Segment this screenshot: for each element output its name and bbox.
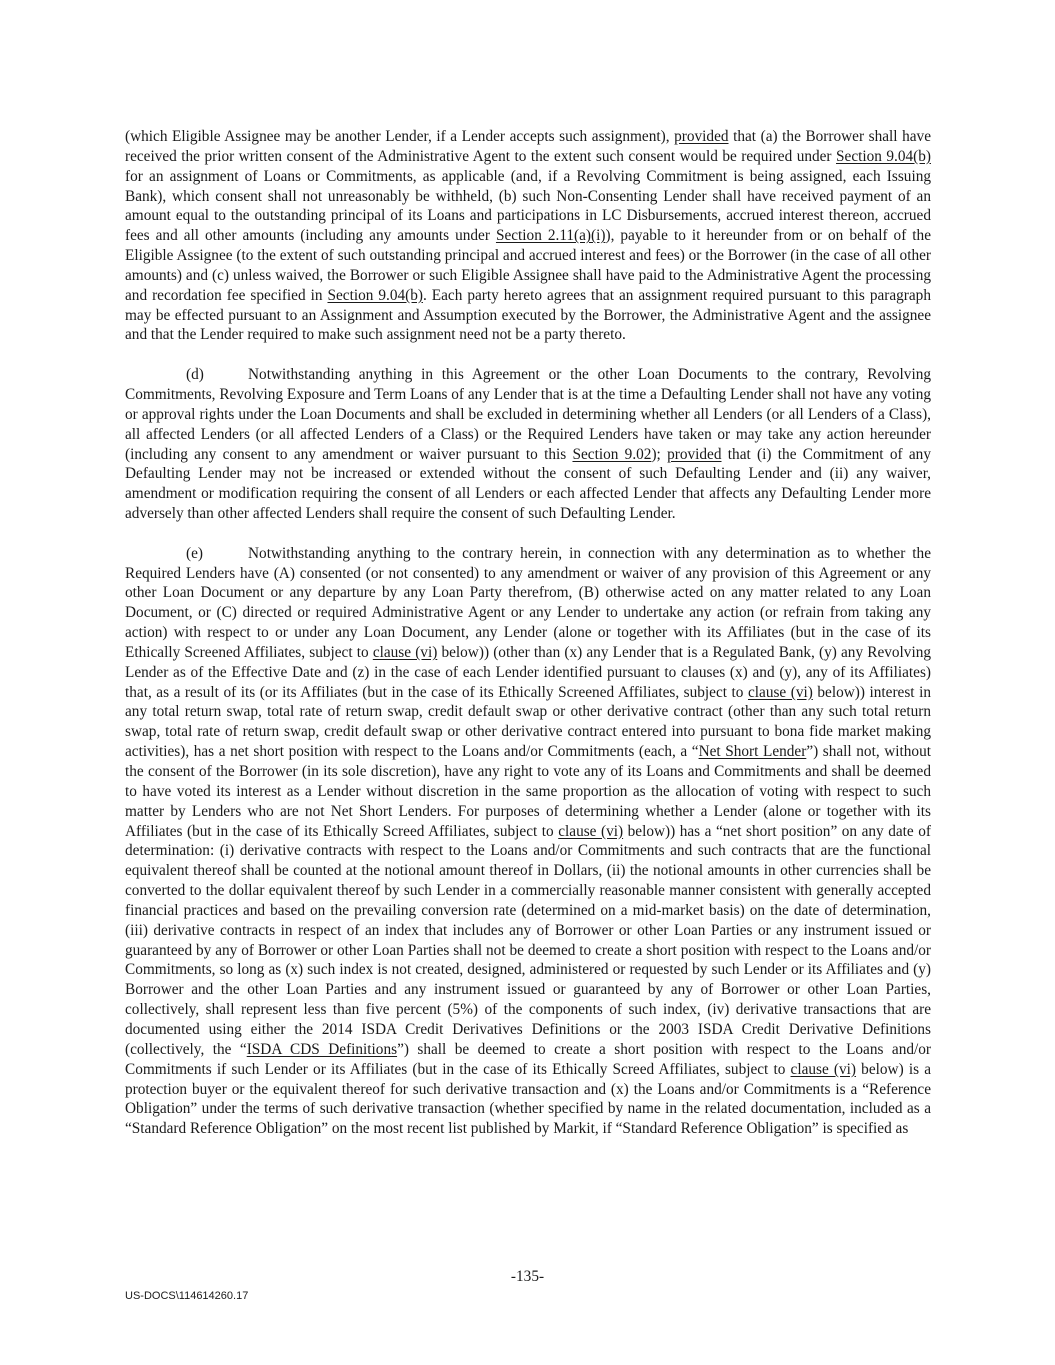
page-number: -135-	[510, 1268, 545, 1285]
paragraph-c-continuation: (which Eligible Assignee may be another Lender, if a Lender accepts such assignment), provided that (a) the Borrower shall have received the prior written consent of the Administrative Agent to the extent such consent would be required under Section 9.04(b) for an assignment of Loans or Commitments, as applicable (and, if a Revolving Commitment is being assigned, each Issuing Bank), which consent shall not unreasonably be withheld, (b) such Non-Consenting Lender shall have received payment of an amount equal to the outstanding principal of its Loans and participations in LC Disbursements, accrued interest thereon, accrued fees and all other amounts (including any amounts under Section 2.11(a)(i)), payable to it hereunder from or on behalf of the Eligible Assignee (to the extent of such outstanding principal and accrued interest and fees) or the Borrower (in the case of all other amounts) and (c) unless waived, the Borrower or such Eligible Assignee shall have paid to the Administrative Agent the processing and recordation fee specified in Section 9.04(b). Each party hereto agrees that an assignment required pursuant to this paragraph may be effected pursuant to an Assignment and Assumption executed by the Borrower, the Administrative Agent and the assignee and that the Lender required to make such assignment need not be a party thereto.	[125, 128, 931, 344]
provided-term: provided	[674, 128, 729, 145]
section-reference: Section 9.04(b)	[836, 147, 931, 165]
clause-reference: clause (vi)	[372, 643, 438, 661]
page-body	[125, 127, 931, 1139]
clause-reference: clause (vi)	[558, 822, 624, 840]
paragraph-e: (e) Notwithstanding anything to the contrary herein, in connection with any determination as to whether the Required Lenders have (A) consented (or not consented) to any amendment or waiver of any provision of this Agreement or any other Loan Document or any departure by any Loan Party therefrom, (B) otherwise acted on any matter related to any Loan Document, or (C) directed or required Administrative Agent or any Lender to undertake any action (or refrain from taking any action) with respect to or under any Loan Document, any Lender (alone or together with its Affiliates (but in the case of its Ethically Screened Affiliates, subject to clause (vi) below)) (other than (x) any Lender that is a Regulated Bank, (y) any Revolving Lender as of the Effective Date and (z) in the case of each Lender identified pursuant to clauses (x) and (y), any of its Affiliates) that, as a result of its (or its Affiliates (but in the case of its Ethically Screened Affiliates, subject to clause (vi) below)) interest in any total return swap, total rate of return swap, credit default swap or other derivative contract (other than any such total return swap, total rate of return swap, credit default swap or other derivative contract entered into pursuant to bona fide market making activities), has a net short position with respect to the Loans and/or Commitments (each, a “Net Short Lender”) shall not, without the consent of the Borrower (in its sole discretion), have any right to vote any of its Loans and Commitments and shall be deemed to have voted its interest as a Lender without discretion in the same proportion as the allocation of voting with respect to such matter by Lenders who are not Net Short Lenders. For purposes of determining whether a Lender (alone or together with its Affiliates (but in the case of its Ethically Screed Affiliates, subject to clause (vi) below)) has a “net short position” on any date of determination: (i) derivative contracts with respect to the Loans and/or Commitments and such contracts that are the functional equivalent thereof shall be counted at the notional amount thereof in Dollars, (ii) the notional amounts in other currencies shall be converted to the dollar equivalent thereof by such Lender in a commercially reasonable manner consistent with generally accepted financial practices and based on the prevailing conversion rate (determined on a mid-market basis) on the date of determination, (iii) derivative contracts in respect of an index that includes any of Borrower or other Loan Parties or any instrument issued or guaranteed by any of Borrower or other Loan Parties shall not be deemed to create a short position with respect to the Loans and/or Commitments, so long as (x) such index is not created, designed, administered or requested by such Lender or its Affiliates and (y) Borrower and the other Loan Parties and any instrument issued or guaranteed by any of Borrower or other Loan Parties, collectively, shall represent less than five percent (5%) of the components of such index, (iv) derivative transactions that are documented using either the 2014 ISDA Credit Derivatives Definitions or the 2003 ISDA Credit Derivative Definitions (collectively, the “ISDA CDS Definitions”) shall be deemed to create a short position with respect to the Loans and/or Commitments if such Lender or its Affiliates (but in the case of its Ethically Screed Affiliates, subject to clause (vi) below) is a protection buyer or the equivalent thereof for such derivative transaction and (x) the Loans and/or Commitments is a “Reference Obligation” under the terms of such derivative transaction (whether specified by name in the related documentation, included as a “Standard Reference Obligation” on the most recent list published by Markit, if “Standard Reference Obligation” is specified as	[125, 544, 931, 1138]
section-reference: Section 2.11(a)(i)	[495, 227, 606, 245]
paragraph-d: (d) Notwithstanding anything in this Agreement or the other Loan Documents to the contrary, Revolving Commitments, Revolving Exposure and Term Loans of any Lender that is at the time a Defaulting Lender shall not have any voting or approval rights under the Loan Documents and shall be excluded in determining whether all Lenders (or all Lenders of a Class), all affected Lenders (or all affected Lenders of a Class) or the Required Lenders have taken or may take any action hereunder (including any consent to any amendment or waiver pursuant to this Section 9.02); provided that (i) the Commitment of any Defaulting Lender may not be increased or extended without the consent of such Defaulting Lender and (ii) any waiver, amendment or modification requiring the consent of all Lenders or each affected Lender that affects any Defaulting Lender more adversely than other affected Lenders shall require the consent of such Defaulting Lender.	[125, 366, 931, 523]
clause-reference: clause (vi)	[790, 1060, 857, 1078]
defined-term: Net Short Lender	[698, 743, 807, 761]
paragraph-label: (d)	[186, 366, 204, 384]
section-reference: Section 9.02	[572, 445, 652, 463]
defined-term: ISDA CDS Definitions	[246, 1040, 398, 1058]
paragraph-label: (e)	[186, 544, 203, 562]
section-reference: Section 9.04(b)	[327, 286, 423, 304]
provided-term: provided	[667, 445, 722, 463]
clause-reference: clause (vi)	[748, 683, 813, 701]
document-id: US-DOCS\114614260.17	[125, 1290, 249, 1302]
